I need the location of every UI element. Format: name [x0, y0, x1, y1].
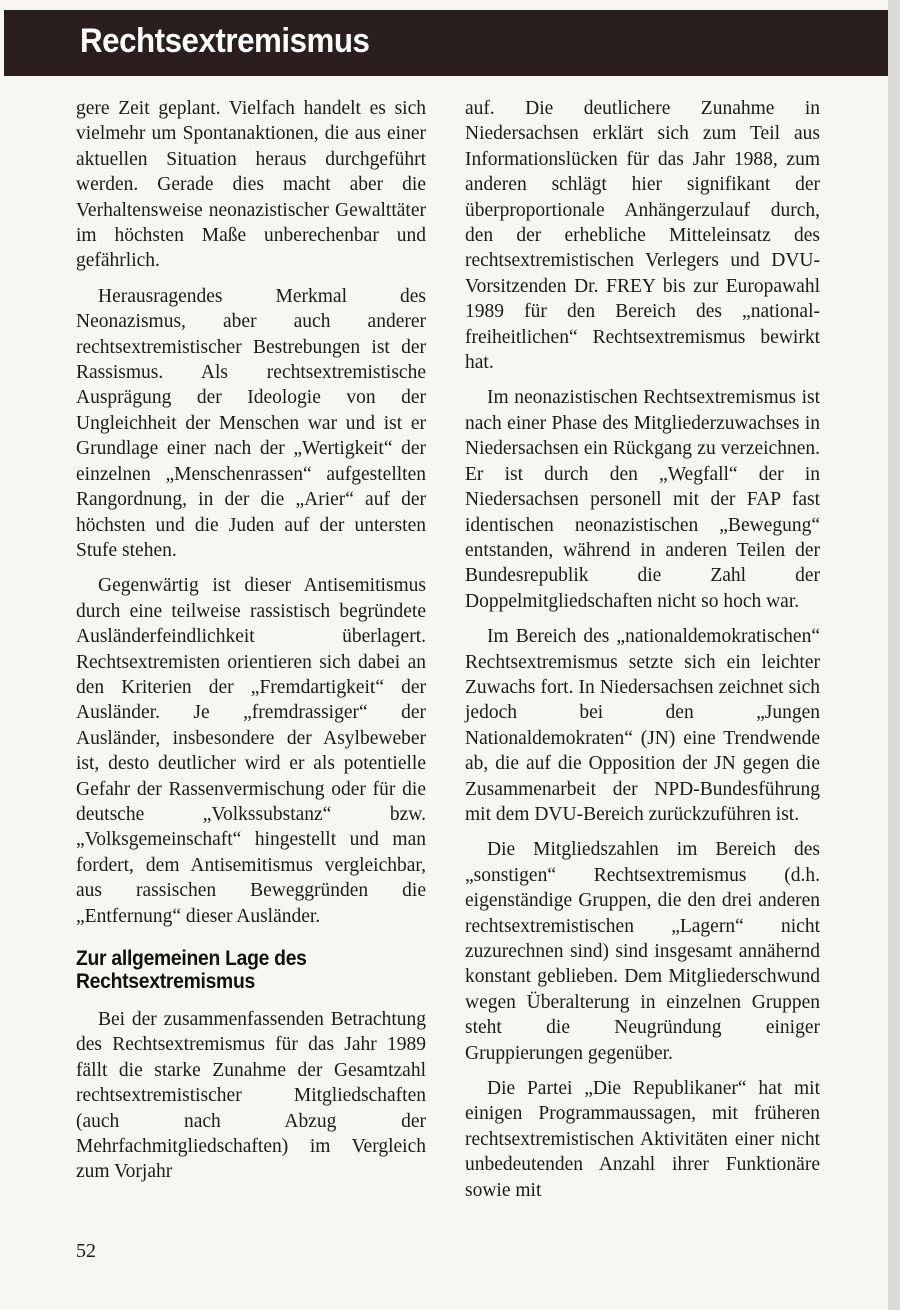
left-column: [76, 96, 426, 1195]
paragraph: Herausragendes Merkmal des Neonazismus, aber auch anderer rechtsextremistischer Bestrebungen ist der Rassismus. Als rechtsextremistische Ausprägung der Ideologie von der Ungleichheit der Menschen war und ist er Grundlage einer nach der „Wertigkeit“ der einzelnen „Menschenrassen“ aufgestellten Rangordnung, in der die „Arier“ auf der höchsten und die Juden auf der untersten Stufe stehen.: [76, 285, 426, 561]
paragraph: Die Mitgliedszahlen im Bereich des „sonstigen“ Rechtsextremismus (d.h. eigenständige Gruppen, die den drei anderen rechtsextremistischen „Lagern“ nicht zuzurechnen sind) sind insgesamt annähernd konstant geblieben. Dem Mitgliederschwund wegen Überalterung in einzelnen Gruppen steht die Neugründung einiger Gruppierungen gegenüber.: [465, 839, 820, 1064]
page-number: 52: [76, 1240, 96, 1262]
right-column: [465, 96, 820, 1213]
paragraph: gere Zeit geplant. Vielfach handelt es sich vielmehr um Spontanaktionen, die aus einer aktuellen Situation heraus durchgeführt werden. Gerade dies macht aber die Verhaltensweise neonazistischer Gewalttäter im höchsten Maße unberechenbar und gefährlich.: [76, 98, 426, 272]
chapter-header-bar: [4, 10, 888, 76]
page-edge: [888, 0, 900, 1310]
paragraph: Gegenwärtig ist dieser Antisemitismus durch eine teilweise rassistisch begründete Ausländerfeindlichkeit überlagert. Rechtsextremisten orientieren sich dabei an den Kriterien der „Fremdartigkeit“ der Ausländer. Je „fremdrassiger“ der Ausländer, insbesondere der Asylbeweber ist, desto deutlicher wird er als potentielle Gefahr der Rassenvermischung oder für die deutsche „Volkssubstanz“ bzw. „Volksgemeinschaft“ hingestellt und man fordert, dem Antisemitismus vergleichbar, aus rassischen Beweggründen die „Entfernung“ dieser Ausländer.: [76, 575, 426, 927]
paragraph: Die Partei „Die Republikaner“ hat mit einigen Programmaussagen, mit früheren rechtsextremistischen Aktivitäten einer nicht unbedeutenden Anzahl ihrer Funktionäre sowie mit: [465, 1078, 820, 1201]
paragraph: Bei der zusammenfassenden Betrachtung des Rechtsextremismus für das Jahr 1989 fällt die starke Zunahme der Gesamtzahl rechtsextremistischer Mitgliedschaften (auch nach Abzug der Mehrfachmitgliedschaften) im Vergleich zum Vorjahr: [76, 1009, 426, 1183]
paragraph: Im Bereich des „nationaldemokratischen“ Rechtsextremismus setzte sich ein leichter Zuwachs fort. In Niedersachsen zeichnet sich jedoch bei den „Jungen Nationaldemokraten“ (JN) eine Trendwende ab, die auf die Opposition der JN gegen die Zusammenarbeit der NPD-Bundesführung mit dem DVU-Bereich zurückzuführen ist.: [465, 626, 820, 825]
section-heading: Zur allgemeinen Lage des Rechtsextremismus: [76, 947, 307, 993]
paragraph: Im neonazistischen Rechtsextremismus ist nach einer Phase des Mitgliederzuwachses in Niedersachsen ein Rückgang zu verzeichnen. Er ist durch den „Wegfall“ der in Niedersachsen personell mit der FAP fast identischen neonazistischen „Bewegung“ entstanden, während in anderen Teilen der Bundesrepublik die Zahl der Doppelmitgliedschaften nicht so hoch war.: [465, 387, 820, 612]
chapter-title: Rechtsextremismus: [80, 22, 370, 60]
paragraph: auf. Die deutlichere Zunahme in Niedersachsen erklärt sich zum Teil aus Informationslücken für das Jahr 1988, zum anderen schlägt hier signifikant der überproportionale Anhängerzulauf durch, den der erhebliche Mitteleinsatz des rechtsextremistischen Verlegers und DVU-Vorsitzenden Dr. FREY bis zur Europawahl 1989 für den Bereich des „national-freiheitlichen“ Rechtsextremismus bewirkt hat.: [465, 98, 820, 374]
